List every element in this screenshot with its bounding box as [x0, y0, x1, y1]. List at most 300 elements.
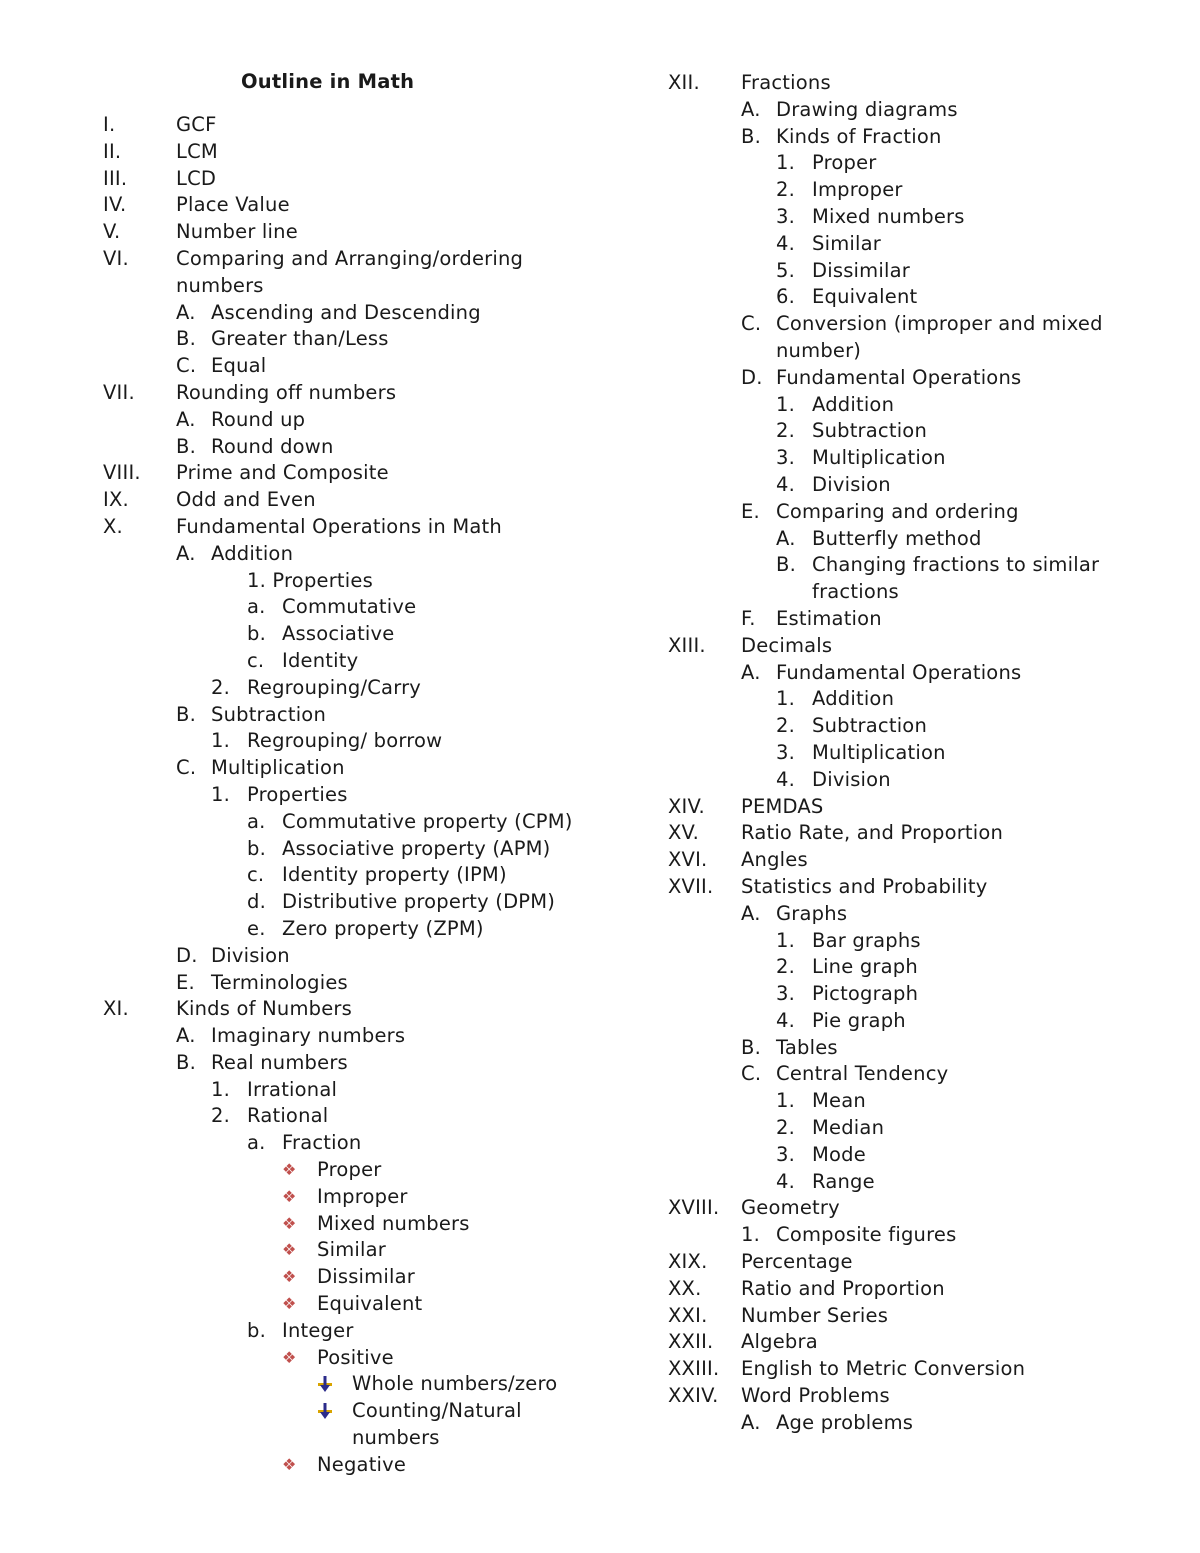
outline-text: Place Value	[176, 193, 290, 217]
outline-marker: A.	[176, 407, 196, 431]
outline-marker: b.	[247, 622, 266, 646]
outline-marker: a.	[247, 595, 266, 619]
diamond-bullet-icon: ❖	[282, 1186, 297, 1206]
outline-marker: 2.	[211, 1104, 231, 1128]
outline-text: Commutative property (CPM)	[282, 809, 573, 833]
outline-text: Fundamental Operations in Math	[176, 514, 502, 538]
outline-item	[668, 231, 1168, 258]
outline-marker: A.	[776, 526, 796, 550]
outline-text: Equivalent	[317, 1292, 423, 1316]
outline-text: Mean	[812, 1089, 866, 1113]
outline-text: Whole numbers/zero	[352, 1372, 558, 1396]
outline-item	[668, 1195, 1168, 1222]
outline-text: Subtraction	[812, 714, 928, 738]
outline-item	[668, 1303, 1168, 1330]
outline-text: Division	[812, 767, 891, 791]
outline-text: Counting/Natural	[352, 1399, 522, 1423]
outline-marker: B.	[176, 1050, 196, 1074]
outline-marker: X.	[103, 514, 123, 538]
outline-item	[103, 273, 623, 300]
diamond-bullet-icon: ❖	[282, 1267, 297, 1287]
outline-text: PEMDAS	[741, 794, 824, 818]
outline-item	[668, 606, 1168, 633]
outline-marker: 1.	[741, 1223, 761, 1247]
outline-item	[103, 1452, 623, 1479]
outline-text: English to Metric Conversion	[741, 1357, 1026, 1381]
diamond-bullet-icon: ❖	[282, 1294, 297, 1314]
outline-item	[668, 820, 1168, 847]
outline-marker: E.	[741, 499, 760, 523]
outline-left-column	[103, 112, 623, 1479]
outline-text: Proper	[317, 1158, 382, 1182]
outline-marker: C.	[741, 312, 762, 336]
outline-marker: b.	[247, 1318, 266, 1342]
outline-item	[668, 204, 1168, 231]
outline-text: Comparing and ordering	[776, 499, 1019, 523]
outline-item	[103, 460, 623, 487]
outline-text: Fractions	[741, 71, 831, 94]
outline-text: Changing fractions to similar	[812, 553, 1100, 577]
outline-marker: 2.	[776, 419, 796, 443]
outline-marker: A.	[741, 901, 761, 925]
outline-text: Irrational	[247, 1077, 338, 1101]
outline-item	[103, 1398, 623, 1425]
diamond-bullet-icon: ❖	[282, 1454, 297, 1474]
outline-item	[103, 1318, 623, 1345]
outline-marker: XX.	[668, 1276, 702, 1300]
outline-marker: a.	[247, 809, 266, 833]
outline-item	[668, 1115, 1168, 1142]
outline-item	[103, 326, 623, 353]
outline-item	[103, 970, 623, 997]
outline-item	[103, 1237, 623, 1264]
outline-marker: III.	[103, 166, 128, 190]
outline-text: Subtraction	[211, 702, 327, 726]
outline-item	[668, 954, 1168, 981]
outline-text: Positive	[317, 1345, 394, 1369]
outline-marker: XXIII.	[668, 1357, 720, 1381]
outline-marker: 3.	[776, 446, 796, 470]
outline-text: Division	[812, 472, 891, 496]
outline-text: Round up	[211, 407, 306, 431]
outline-text: Distributive property (DPM)	[282, 890, 556, 914]
outline-text: Integer	[282, 1318, 354, 1342]
outline-item	[103, 943, 623, 970]
arrow-bullet-icon	[317, 1371, 333, 1398]
outline-item	[103, 916, 623, 943]
outline-marker: 1.	[776, 392, 796, 416]
outline-marker: I.	[103, 113, 116, 136]
outline-text: Subtraction	[812, 419, 928, 443]
outline-text: Identity	[282, 648, 359, 672]
outline-marker: C.	[741, 1062, 762, 1086]
outline-item	[103, 1103, 623, 1130]
outline-text: numbers	[352, 1426, 440, 1450]
outline-text: Dissimilar	[812, 258, 910, 282]
outline-text: Round down	[211, 434, 334, 458]
outline-marker: 4.	[776, 1008, 796, 1032]
outline-item	[668, 901, 1168, 928]
outline-text: Pie graph	[812, 1008, 906, 1032]
outline-item	[668, 660, 1168, 687]
outline-item	[668, 552, 1168, 579]
outline-text: Addition	[812, 687, 895, 711]
outline-item	[668, 472, 1168, 499]
outline-item	[103, 568, 623, 595]
outline-item	[668, 284, 1168, 311]
outline-item	[668, 633, 1168, 660]
outline-marker: 2.	[776, 178, 796, 202]
outline-text: Greater than/Less	[211, 327, 389, 351]
outline-marker: 1.	[776, 151, 796, 175]
outline-item	[103, 192, 623, 219]
outline-marker: D.	[176, 943, 198, 967]
outline-text: Graphs	[776, 901, 848, 925]
outline-item	[668, 1222, 1168, 1249]
outline-item	[668, 1329, 1168, 1356]
outline-item	[103, 594, 623, 621]
outline-item	[103, 246, 623, 273]
outline-text: Associative property (APM)	[282, 836, 551, 860]
outline-marker: 1.	[211, 729, 231, 753]
outline-text: Prime and Composite	[176, 461, 389, 485]
outline-item	[668, 874, 1168, 901]
outline-marker: A.	[741, 97, 761, 121]
outline-text: Composite figures	[776, 1223, 957, 1247]
outline-marker: XIII.	[668, 633, 706, 657]
outline-text: Identity property (IPM)	[282, 863, 507, 887]
outline-item	[668, 526, 1168, 553]
outline-text: Associative	[282, 622, 395, 646]
outline-text: Fraction	[282, 1131, 362, 1155]
outline-item	[668, 847, 1168, 874]
outline-marker: 1.	[776, 687, 796, 711]
outline-item	[103, 889, 623, 916]
outline-item	[668, 740, 1168, 767]
outline-item	[668, 445, 1168, 472]
outline-text: Range	[812, 1169, 875, 1193]
outline-text: Word Problems	[741, 1384, 890, 1408]
outline-text: Butterfly method	[812, 526, 982, 550]
outline-marker: b.	[247, 836, 266, 860]
outline-marker: XIX.	[668, 1250, 708, 1274]
outline-text: Comparing and Arranging/ordering	[176, 246, 524, 270]
outline-item	[103, 809, 623, 836]
outline-marker: 2.	[776, 714, 796, 738]
outline-marker: 1.	[776, 928, 796, 952]
outline-item	[103, 1050, 623, 1077]
outline-item	[668, 1356, 1168, 1383]
outline-marker: c.	[247, 648, 265, 672]
outline-item	[668, 767, 1168, 794]
outline-item	[668, 686, 1168, 713]
outline-text: GCF	[176, 113, 217, 136]
outline-item	[668, 258, 1168, 285]
outline-text: Real numbers	[211, 1050, 348, 1074]
outline-item	[668, 1061, 1168, 1088]
outline-text: LCD	[176, 166, 217, 190]
arrow-bullet-icon	[317, 1398, 333, 1425]
outline-text: Rational	[247, 1104, 329, 1128]
outline-text: Imaginary numbers	[211, 1024, 406, 1048]
outline-item	[103, 1425, 623, 1452]
outline-item	[103, 407, 623, 434]
outline-marker: VIII.	[103, 461, 141, 485]
outline-marker: IV.	[103, 193, 127, 217]
outline-text: Similar	[812, 231, 881, 255]
outline-text: Regrouping/ borrow	[247, 729, 443, 753]
outline-text: Mixed numbers	[812, 204, 965, 228]
diamond-bullet-icon: ❖	[282, 1347, 297, 1367]
outline-item	[668, 1383, 1168, 1410]
outline-marker: 4.	[776, 231, 796, 255]
outline-text: Similar	[317, 1238, 386, 1262]
diamond-bullet-icon: ❖	[282, 1240, 297, 1260]
outline-marker: V.	[103, 220, 121, 244]
outline-item	[103, 648, 623, 675]
outline-marker: 4.	[776, 472, 796, 496]
outline-text: Regrouping/Carry	[247, 675, 422, 699]
outline-item	[103, 836, 623, 863]
outline-item	[668, 499, 1168, 526]
outline-text: Fundamental Operations	[776, 365, 1022, 389]
diamond-bullet-icon: ❖	[282, 1160, 297, 1180]
outline-marker: e.	[247, 916, 266, 940]
outline-item	[103, 1077, 623, 1104]
outline-item	[103, 1184, 623, 1211]
outline-item	[103, 782, 623, 809]
outline-item	[103, 1211, 623, 1238]
outline-text: Kinds of Numbers	[176, 997, 352, 1021]
outline-text: Fundamental Operations	[776, 660, 1022, 684]
outline-marker: A.	[176, 1024, 196, 1048]
outline-marker: A.	[176, 300, 196, 324]
outline-text: number)	[776, 338, 862, 362]
outline-text: Properties	[247, 782, 348, 806]
outline-text: Negative	[317, 1452, 407, 1476]
outline-marker: B.	[176, 702, 196, 726]
outline-item	[103, 1345, 623, 1372]
outline-marker: 1.	[211, 782, 231, 806]
outline-item	[668, 418, 1168, 445]
outline-item	[668, 713, 1168, 740]
outline-marker: 2.	[776, 1116, 796, 1140]
outline-item	[103, 514, 623, 541]
outline-item	[668, 1276, 1168, 1303]
outline-item	[668, 1142, 1168, 1169]
outline-text: Improper	[317, 1184, 408, 1208]
outline-marker: B.	[741, 124, 761, 148]
outline-marker: XVI.	[668, 848, 708, 872]
outline-text: Conversion (improper and mixed	[776, 312, 1103, 336]
outline-marker: XI.	[103, 997, 129, 1021]
outline-marker: E.	[176, 970, 195, 994]
outline-marker: B.	[776, 553, 796, 577]
outline-right-column	[668, 70, 1168, 1437]
outline-item	[103, 755, 623, 782]
outline-item	[668, 579, 1168, 606]
outline-marker: 3.	[776, 1142, 796, 1166]
outline-item	[103, 1264, 623, 1291]
outline-text: Ratio Rate, and Proportion	[741, 821, 1004, 845]
outline-text: Dissimilar	[317, 1265, 415, 1289]
outline-item	[668, 311, 1168, 338]
outline-text: Geometry	[741, 1196, 840, 1220]
outline-item	[668, 1088, 1168, 1115]
outline-item	[668, 177, 1168, 204]
outline-marker: 1.	[776, 1089, 796, 1113]
outline-item	[103, 996, 623, 1023]
outline-item	[668, 928, 1168, 955]
outline-marker: 4.	[776, 767, 796, 791]
outline-marker: A.	[741, 1410, 761, 1434]
outline-marker: B.	[176, 327, 196, 351]
outline-item	[103, 675, 623, 702]
outline-item	[103, 1157, 623, 1184]
outline-text: Decimals	[741, 633, 833, 657]
outline-text: LCM	[176, 139, 218, 163]
outline-text: Bar graphs	[812, 928, 921, 952]
outline-marker: D.	[741, 365, 763, 389]
outline-text: Mixed numbers	[317, 1211, 470, 1235]
outline-text: Addition	[211, 541, 294, 565]
outline-text: Multiplication	[812, 446, 946, 470]
outline-text: Commutative	[282, 595, 417, 619]
outline-text: Ratio and Proportion	[741, 1276, 945, 1300]
outline-item	[668, 150, 1168, 177]
outline-text: Age problems	[776, 1410, 914, 1434]
outline-item	[668, 1249, 1168, 1276]
outline-text: Estimation	[776, 606, 882, 630]
outline-text: Division	[211, 943, 290, 967]
outline-marker: 2.	[211, 675, 231, 699]
outline-text: Number Series	[741, 1303, 889, 1327]
outline-marker: VI.	[103, 246, 129, 270]
outline-item	[668, 794, 1168, 821]
outline-text: Angles	[741, 848, 808, 872]
outline-marker: F.	[741, 606, 756, 630]
outline-marker: a.	[247, 1131, 266, 1155]
outline-item	[103, 300, 623, 327]
outline-marker: d.	[247, 890, 266, 914]
outline-item	[103, 166, 623, 193]
outline-marker: B.	[741, 1035, 761, 1059]
outline-item	[668, 1169, 1168, 1196]
outline-text: numbers	[176, 273, 264, 297]
outline-text: Zero property (ZPM)	[282, 916, 484, 940]
outline-marker: B.	[176, 434, 196, 458]
outline-marker: 6.	[776, 285, 796, 309]
outline-text: Equivalent	[812, 285, 918, 309]
outline-marker: XV.	[668, 821, 699, 845]
outline-text: Improper	[812, 178, 903, 202]
outline-text: Number line	[176, 220, 298, 244]
outline-marker: 3.	[776, 740, 796, 764]
outline-text: fractions	[812, 580, 899, 604]
outline-marker: c.	[247, 863, 265, 887]
outline-marker: C.	[176, 354, 197, 378]
page-title: Outline in Math	[241, 70, 415, 93]
outline-text: Multiplication	[211, 756, 345, 780]
outline-item	[103, 1371, 623, 1398]
outline-item	[668, 1035, 1168, 1062]
outline-item	[668, 1410, 1168, 1437]
outline-marker: 4.	[776, 1169, 796, 1193]
diamond-bullet-icon: ❖	[282, 1213, 297, 1233]
outline-text: Tables	[776, 1035, 838, 1059]
outline-marker: XXI.	[668, 1303, 708, 1327]
outline-text: Ascending and Descending	[211, 300, 481, 324]
outline-item	[103, 219, 623, 246]
outline-text: Drawing diagrams	[776, 97, 958, 121]
outline-text: Rounding off numbers	[176, 380, 397, 404]
outline-item	[668, 97, 1168, 124]
outline-marker: 5.	[776, 258, 796, 282]
outline-item	[103, 353, 623, 380]
outline-marker: XVII.	[668, 874, 714, 898]
outline-text: Median	[812, 1116, 885, 1140]
outline-item	[668, 1008, 1168, 1035]
outline-marker: II.	[103, 139, 122, 163]
outline-marker: 1.	[211, 1077, 231, 1101]
outline-text: Terminologies	[211, 970, 348, 994]
outline-text: Percentage	[741, 1250, 853, 1274]
outline-marker: 3.	[776, 204, 796, 228]
outline-marker: XII.	[668, 71, 700, 94]
outline-item	[103, 702, 623, 729]
outline-marker: A.	[741, 660, 761, 684]
outline-marker: C.	[176, 756, 197, 780]
outline-marker: 3.	[776, 982, 796, 1006]
outline-text: Multiplication	[812, 740, 946, 764]
outline-text: Pictograph	[812, 982, 919, 1006]
outline-item	[668, 365, 1168, 392]
outline-marker: XXII.	[668, 1330, 714, 1354]
outline-marker: VII.	[103, 380, 135, 404]
outline-item	[103, 541, 623, 568]
outline-marker: XXIV.	[668, 1384, 719, 1408]
outline-item	[103, 434, 623, 461]
outline-item	[103, 1291, 623, 1318]
outline-item	[103, 112, 623, 139]
outline-text: Statistics and Probability	[741, 874, 988, 898]
outline-marker: 2.	[776, 955, 796, 979]
outline-item	[668, 981, 1168, 1008]
outline-text: Algebra	[741, 1330, 818, 1354]
outline-text: Line graph	[812, 955, 918, 979]
outline-marker: A.	[176, 541, 196, 565]
outline-item	[103, 380, 623, 407]
outline-marker: XIV.	[668, 794, 705, 818]
outline-text: Kinds of Fraction	[776, 124, 942, 148]
outline-item	[103, 1130, 623, 1157]
outline-text: Mode	[812, 1142, 866, 1166]
outline-text: 1. Properties	[247, 568, 373, 592]
outline-marker: IX.	[103, 488, 129, 512]
outline-text: Addition	[812, 392, 895, 416]
outline-item	[668, 392, 1168, 419]
outline-item	[103, 1023, 623, 1050]
outline-item	[668, 124, 1168, 151]
outline-item	[668, 338, 1168, 365]
outline-marker: XVIII.	[668, 1196, 720, 1220]
outline-item	[103, 862, 623, 889]
outline-item	[103, 139, 623, 166]
outline-text: Proper	[812, 151, 877, 175]
outline-item	[103, 621, 623, 648]
outline-item	[668, 70, 1168, 97]
outline-text: Central Tendency	[776, 1062, 949, 1086]
